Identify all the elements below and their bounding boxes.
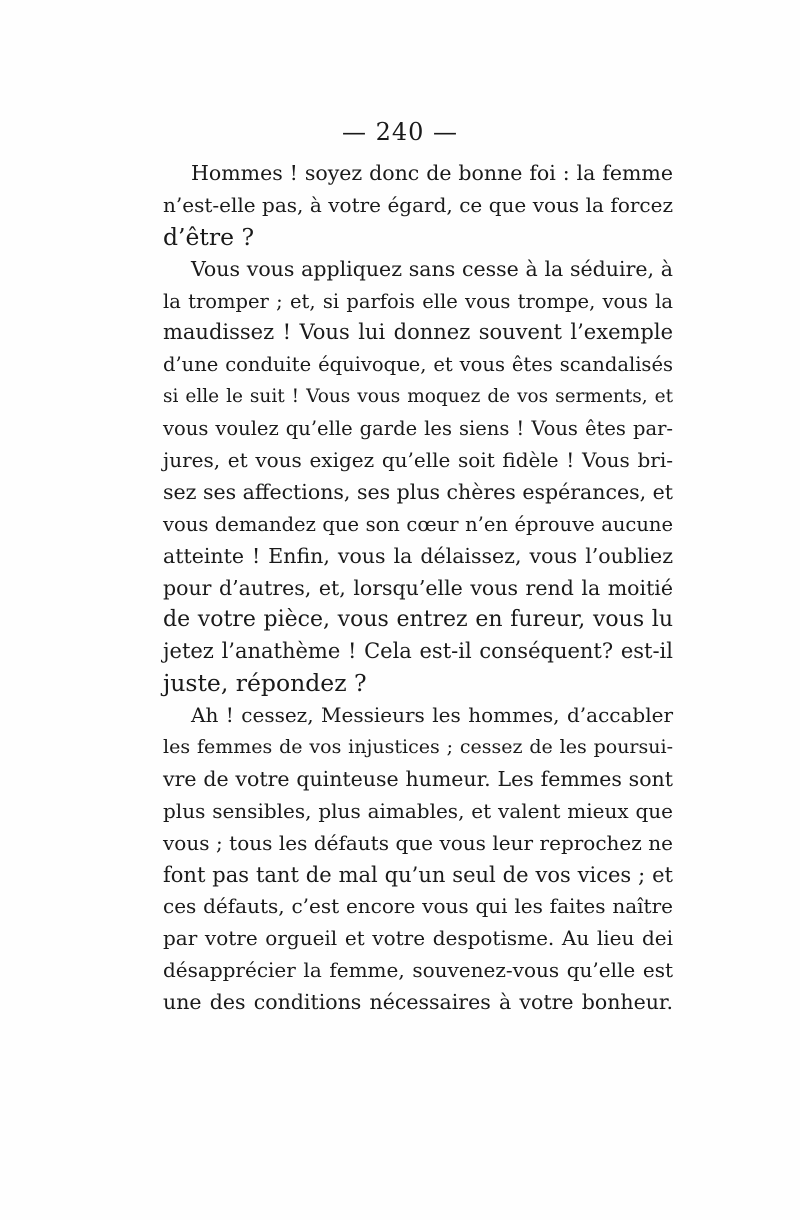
- text-line: une des conditions nécessaires à votre bonheur.: [163, 990, 673, 1015]
- text-line: par votre orgueil et votre despotisme. Au lieu dei: [163, 926, 673, 951]
- text-line: maudissez ! Vous lui donnez souvent l’exemple: [163, 320, 673, 345]
- text-line: Vous vous appliquez sans cesse à la séduire, à: [191, 256, 673, 281]
- text-line: vous voulez qu’elle garde les siens ! Vous êtes par-: [163, 417, 673, 441]
- text-line: atteinte ! Enfin, vous la délaissez, vous l’oubliez: [163, 543, 673, 568]
- text-line: Hommes ! soyez donc de bonne foi : la femme: [191, 161, 673, 185]
- text-line: si elle le suit ! Vous vous moquez de vos serments, et: [163, 386, 673, 408]
- body-text: [163, 158, 673, 1019]
- text-line: vre de votre quinteuse humeur. Les femmes sont: [163, 766, 673, 791]
- text-line: désapprécier la femme, souvenez-vous qu’elle est: [163, 958, 673, 983]
- text-line: ces défauts, c’est encore vous qui les faites naître: [163, 894, 673, 919]
- text-line: vous demandez que son cœur n’en éprouve aucune: [163, 512, 673, 536]
- text-line: de votre pièce, vous entrez en fureur, vous lu: [163, 607, 673, 633]
- text-line: vous ; tous les défauts que vous leur reprochez ne: [163, 830, 673, 855]
- text-line: sez ses affections, ses plus chères espérances, et: [163, 479, 674, 504]
- text-line: font pas tant de mal qu’un seul de vos vices ; et: [163, 862, 673, 887]
- page-number: — 240 —: [341, 118, 459, 146]
- text-line: d’une conduite équivoque, et vous êtes scandalisés: [163, 353, 673, 377]
- text-line: plus sensibles, plus aimables, et valent mieux que: [163, 798, 673, 823]
- text-line: la tromper ; et, si parfois elle vous trompe, vous la: [163, 289, 673, 313]
- text-line: jures, et vous exigez qu’elle soit fidèle ! Vous bri-: [163, 448, 673, 473]
- text-line: les femmes de vos injustices ; cessez de les poursui-: [163, 736, 673, 759]
- text-line: n’est-elle pas, à votre égard, ce que vous la forcez: [163, 192, 673, 217]
- text-line: juste, répondez ?: [163, 669, 367, 698]
- text-line: Ah ! cessez, Messieurs les hommes, d’accabler: [191, 703, 673, 728]
- text-line: d’être ?: [163, 222, 255, 251]
- text-line: jetez l’anathème ! Cela est-il conséquent? est-il: [163, 639, 673, 664]
- text-line: pour d’autres, et, lorsqu’elle vous rend la moitié: [163, 575, 673, 600]
